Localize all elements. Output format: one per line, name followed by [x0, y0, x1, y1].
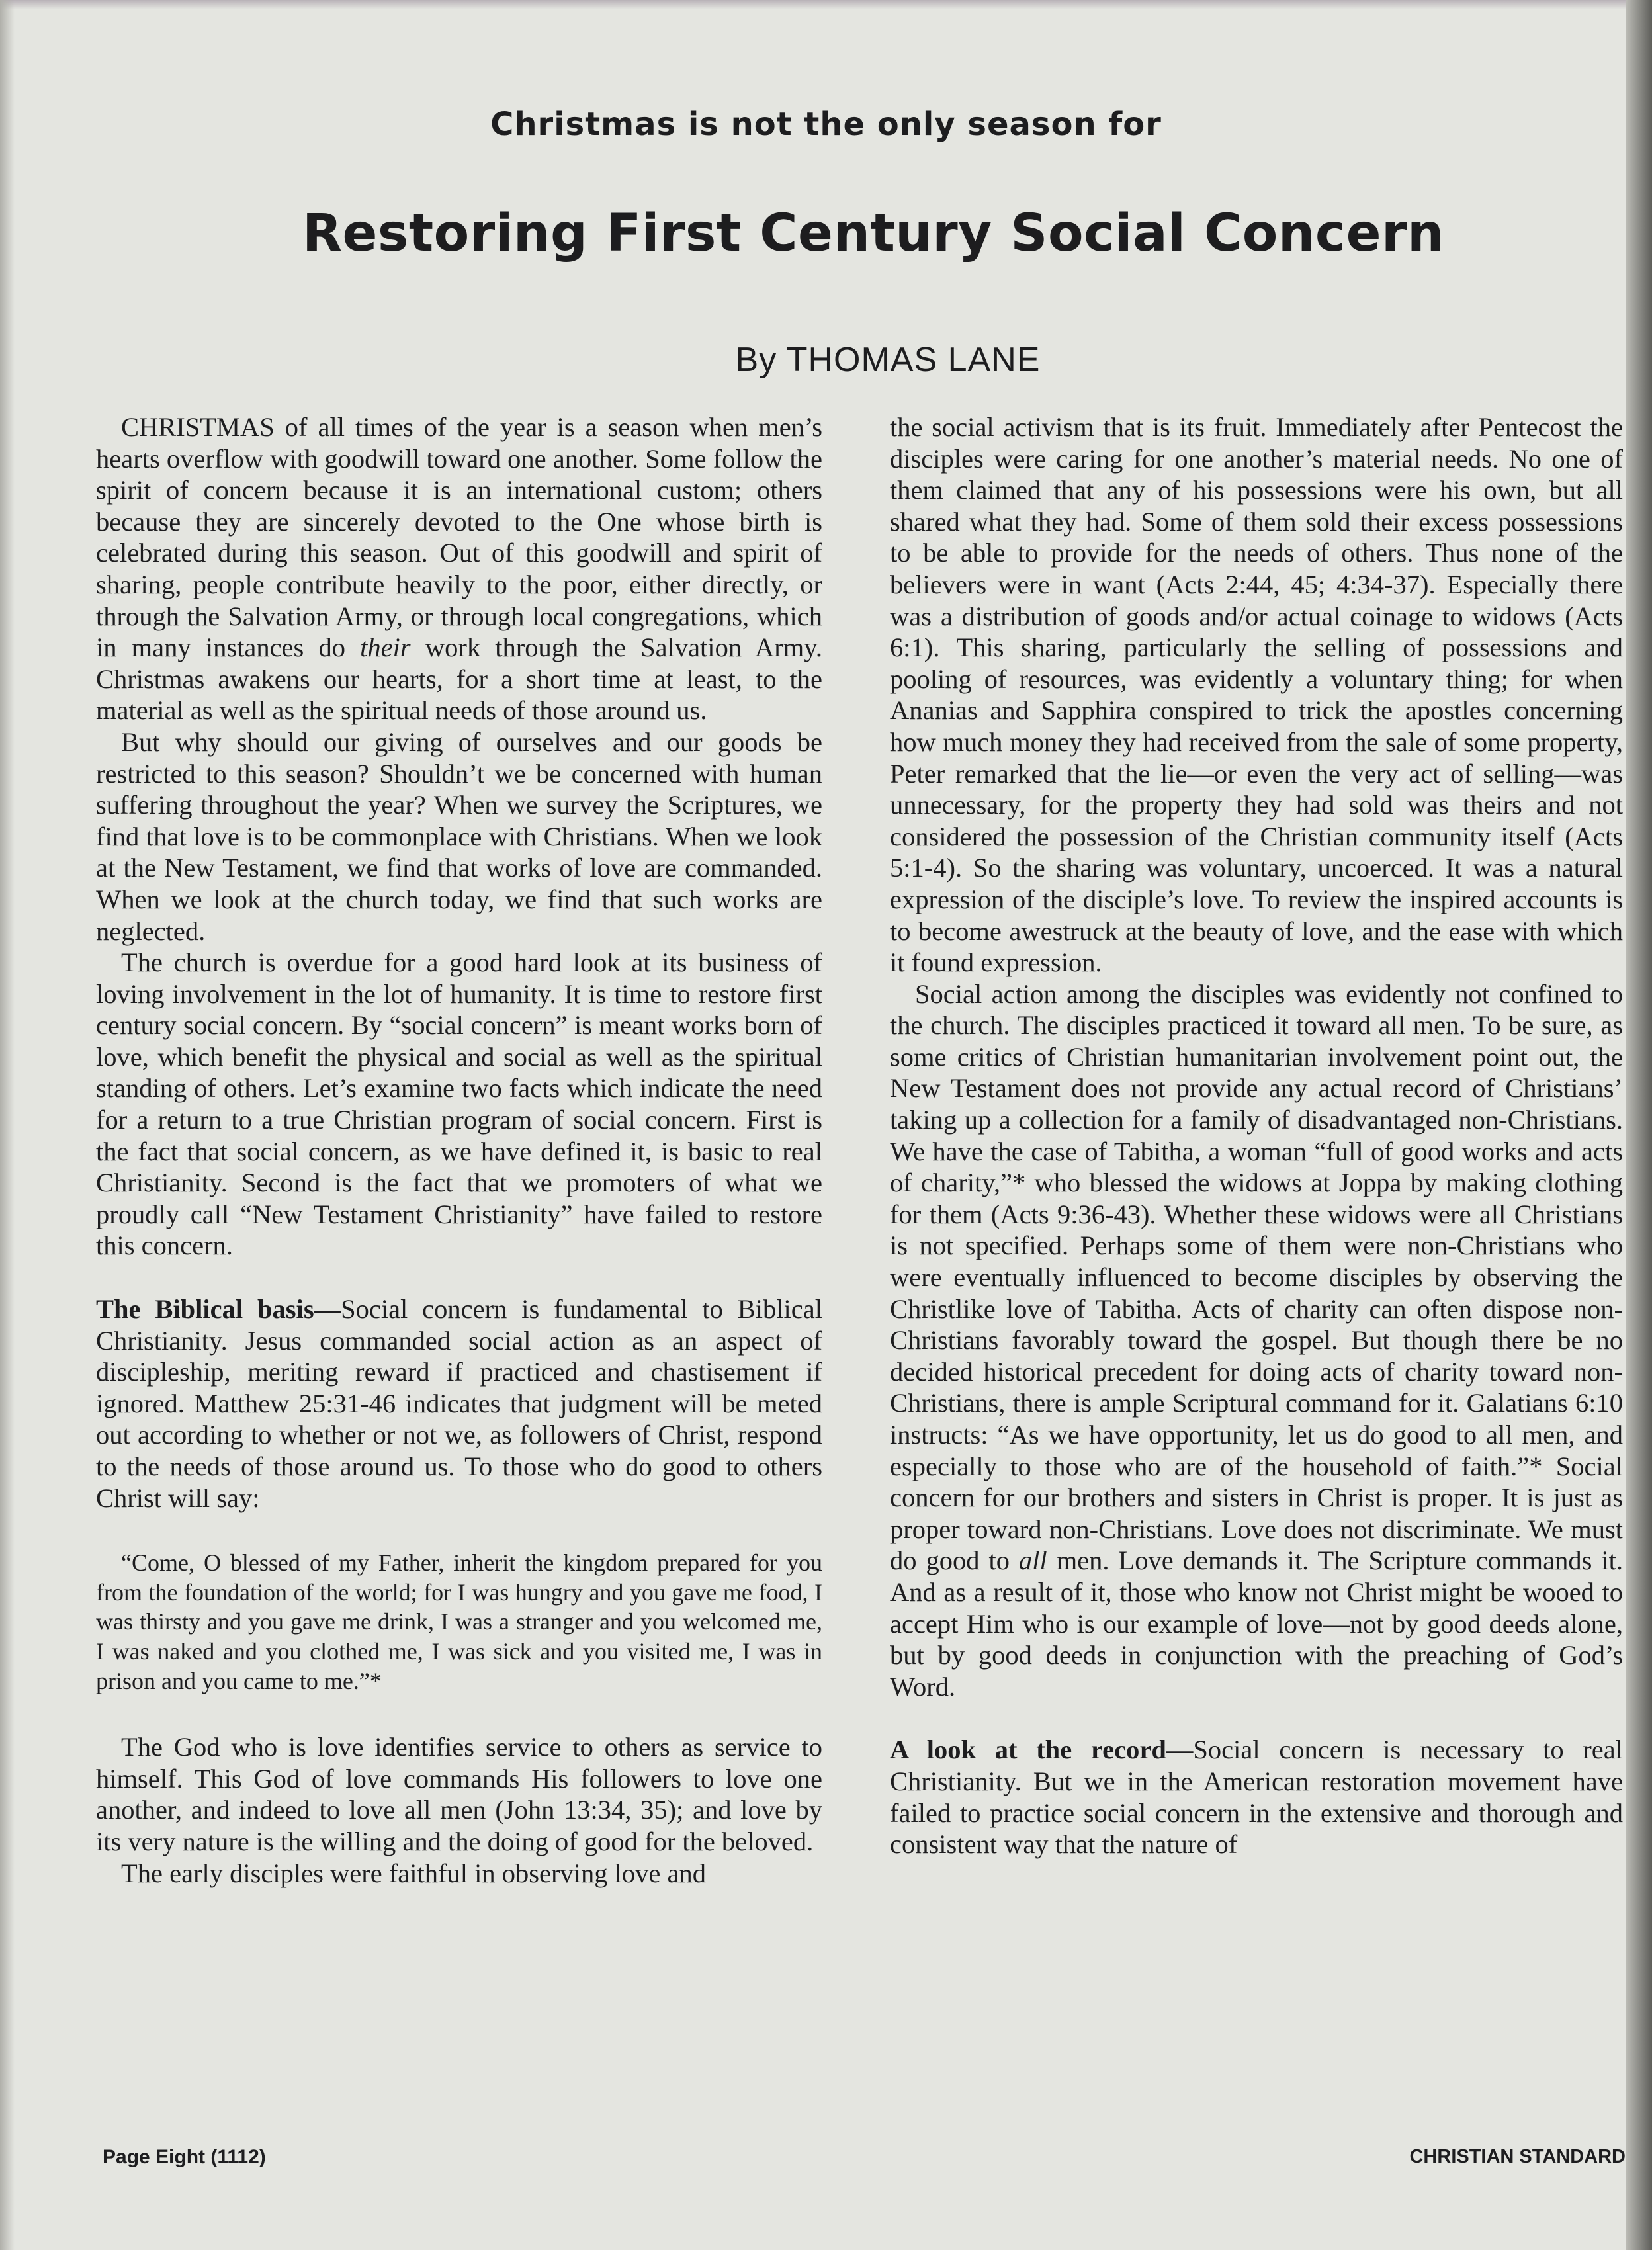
right-paragraph-1: the social activism that is its fruit. Immediately after Pentecost the disciples were caring for one another’s material needs. No one of them claimed that any of his possessions were his own, but all shared what they had. Some of them sold their excess possessions to be able to provide for the needs of others. Thus none of the believers were in want (Acts 2:44, 45; 4:34-37). Especially there was a distribution of goods and/or actual coinage to widows (Acts 6:1). This sharing, particularly the selling of possessions and pooling of resources, was evidently a voluntary thing; for when Ananias and Sapphira conspired to trick the apostles concerning how much money they had received from the sale of some property, Peter remarked that the lie—or even the very act of selling—was unnecessary, for the property they had sold was theirs and not considered the possession of the Christian community itself (Acts 5:1-4). So the sharing was voluntary, uncoerced. It was a natural expression of the disciple’s love. To review the inspired accounts is to become awestruck at the beauty of love, and the ease with which it found expression. — [890, 412, 1623, 978]
left-paragraph-4: The God who is love identifies service to others as service to himself. This God of love commands His followers to love one another, and indeed to love all men (John 13:34, 35); and love by its very nature is the willing and the doing of good for the beloved. — [96, 1732, 822, 1856]
publication-name: CHRISTIAN STANDARD — [1409, 2146, 1626, 2167]
left-paragraph-1-italic: their — [360, 632, 411, 663]
section-look-at-record — [890, 1734, 1623, 1860]
section-look-at-record-body: Social concern is necessary to real Christianity. But we in the American restoration movement have failed to practice social concern in the extensive and thorough and consistent way that the nature of — [890, 1735, 1623, 1860]
right-paragraph-2-tail: men. Love demands it. The Scripture commands it. And as a result of it, those who know not Christ might be wooed to accept Him who is our example of love—not by good deeds alone, but by good deeds in conjunction with the preaching of God’s Word. — [890, 1545, 1623, 1702]
section-look-at-record-heading: A look at the record— — [890, 1735, 1194, 1765]
left-paragraph-1-tail: work through the Salvation Army. Christmas awakens our hearts, for a short time at least, to the material as well as the spiritual needs of those around us. — [96, 632, 822, 726]
right-paragraph-2-italic: all — [1018, 1545, 1047, 1576]
page-left-shadow — [0, 0, 15, 2250]
page-number: Page Eight (1112) — [103, 2146, 266, 2168]
page-top-edge — [0, 0, 1652, 9]
left-paragraph-1-lead: CHRISTMAS of all times of the year is a season when men’s hearts overflow with goodwill toward one another. Some follow the spirit of concern because it is an international custom; others because they are sincerely devoted to the One whose birth is celebrated during this season. Out of this goodwill and spirit of sharing, people contribute heavily to the poor, either directly, or through the Salvation Army, or through local congregations, which in many instances do — [96, 412, 822, 663]
matthew-quote — [96, 1548, 822, 1696]
page-right-edge — [1626, 0, 1652, 2250]
matthew-quote-text: “Come, O blessed of my Father, inherit the kingdom prepared for you from the foundation of the world; for I was hungry and you gave me food, I was thirsty and you gave me drink, I was a stranger and you welcomed me, I was naked and you clothed me, I was sick and you visited me, I was in prison and you came to me.”* — [96, 1549, 822, 1694]
left-paragraph-3: The church is overdue for a good hard look at its business of loving involvement in the lot of humanity. It is time to restore first century social concern. By “social concern” is meant works born of love, which benefit the physical and social as well as the spiritual standing of others. Let’s examine two facts which indicate the need for a return to a true Christian program of social concern. First is the fact that social concern, as we have defined it, is basic to real Christianity. Second is the fact that we promoters of what we proudly call “New Testament Christianity” have failed to restore this concern. — [96, 947, 822, 1261]
left-paragraph-2: But why should our giving of ourselves and our goods be restricted to this season? Shouldn’t we be concerned with human suffering throughout the year? When we survey the Scriptures, we find that love is to be commonplace with Christians. When we look at the New Testament, we find that works of love are commanded. When we look at the church today, we find that such works are neglected. — [96, 726, 822, 946]
section-biblical-basis-body: Social concern is fundamental to Biblical Christianity. Jesus commanded social action as an aspect of discipleship, meriting reward if practiced and chastisement if ignored. Matthew 25:31-46 indicates that judgment will be meted out according to whether or not we, as followers of Christ, respond to the needs of those around us. To those who do good to others Christ will say: — [96, 1294, 822, 1513]
right-paragraph-2 — [890, 978, 1623, 1703]
section-biblical-basis — [96, 1293, 822, 1514]
right-paragraph-2-lead: Social action among the disciples was evidently not confined to the church. The disciples practiced it toward all men. To be sure, as some critics of Christian humanitarian involvement point out, the New Testament does not provide any actual record of Christians’ taking up a collection for a family of disadvantaged non-Christians. We have the case of Tabitha, a woman “full of good works and acts of charity,”* who blessed the widows at Joppa by making clothing for them (Acts 9:36-43). Whether these widows were all Christians is not specified. Perhaps some of them were non-Christians who were eventually influenced to become disciples by observing the Christlike love of Tabitha. Acts of charity can often dispose non-Christians favorably toward the gospel. But though there be no decided historical precedent for doing acts of charity toward non-Christians, there is ample Scriptural command for it. Galatians 6:10 instructs: “As we have opportunity, let us do good to all men, and especially to those who are of the household of faith.”* Social concern for our brothers and sisters in Christ is proper. It is just as proper toward non-Christians. Love does not discriminate. We must do good to — [890, 978, 1623, 1576]
left-paragraph-5: The early disciples were faithful in observing love and — [121, 1858, 706, 1888]
left-paragraph-1 — [96, 411, 822, 726]
article-byline: By THOMAS LANE — [735, 341, 1041, 379]
article-title: Restoring First Century Social Concern — [302, 204, 1445, 263]
right-column — [890, 411, 1623, 1860]
left-column — [96, 411, 822, 1889]
article-kicker: Christmas is not the only season for — [490, 106, 1162, 143]
section-biblical-basis-heading: The Biblical basis— — [96, 1294, 341, 1324]
